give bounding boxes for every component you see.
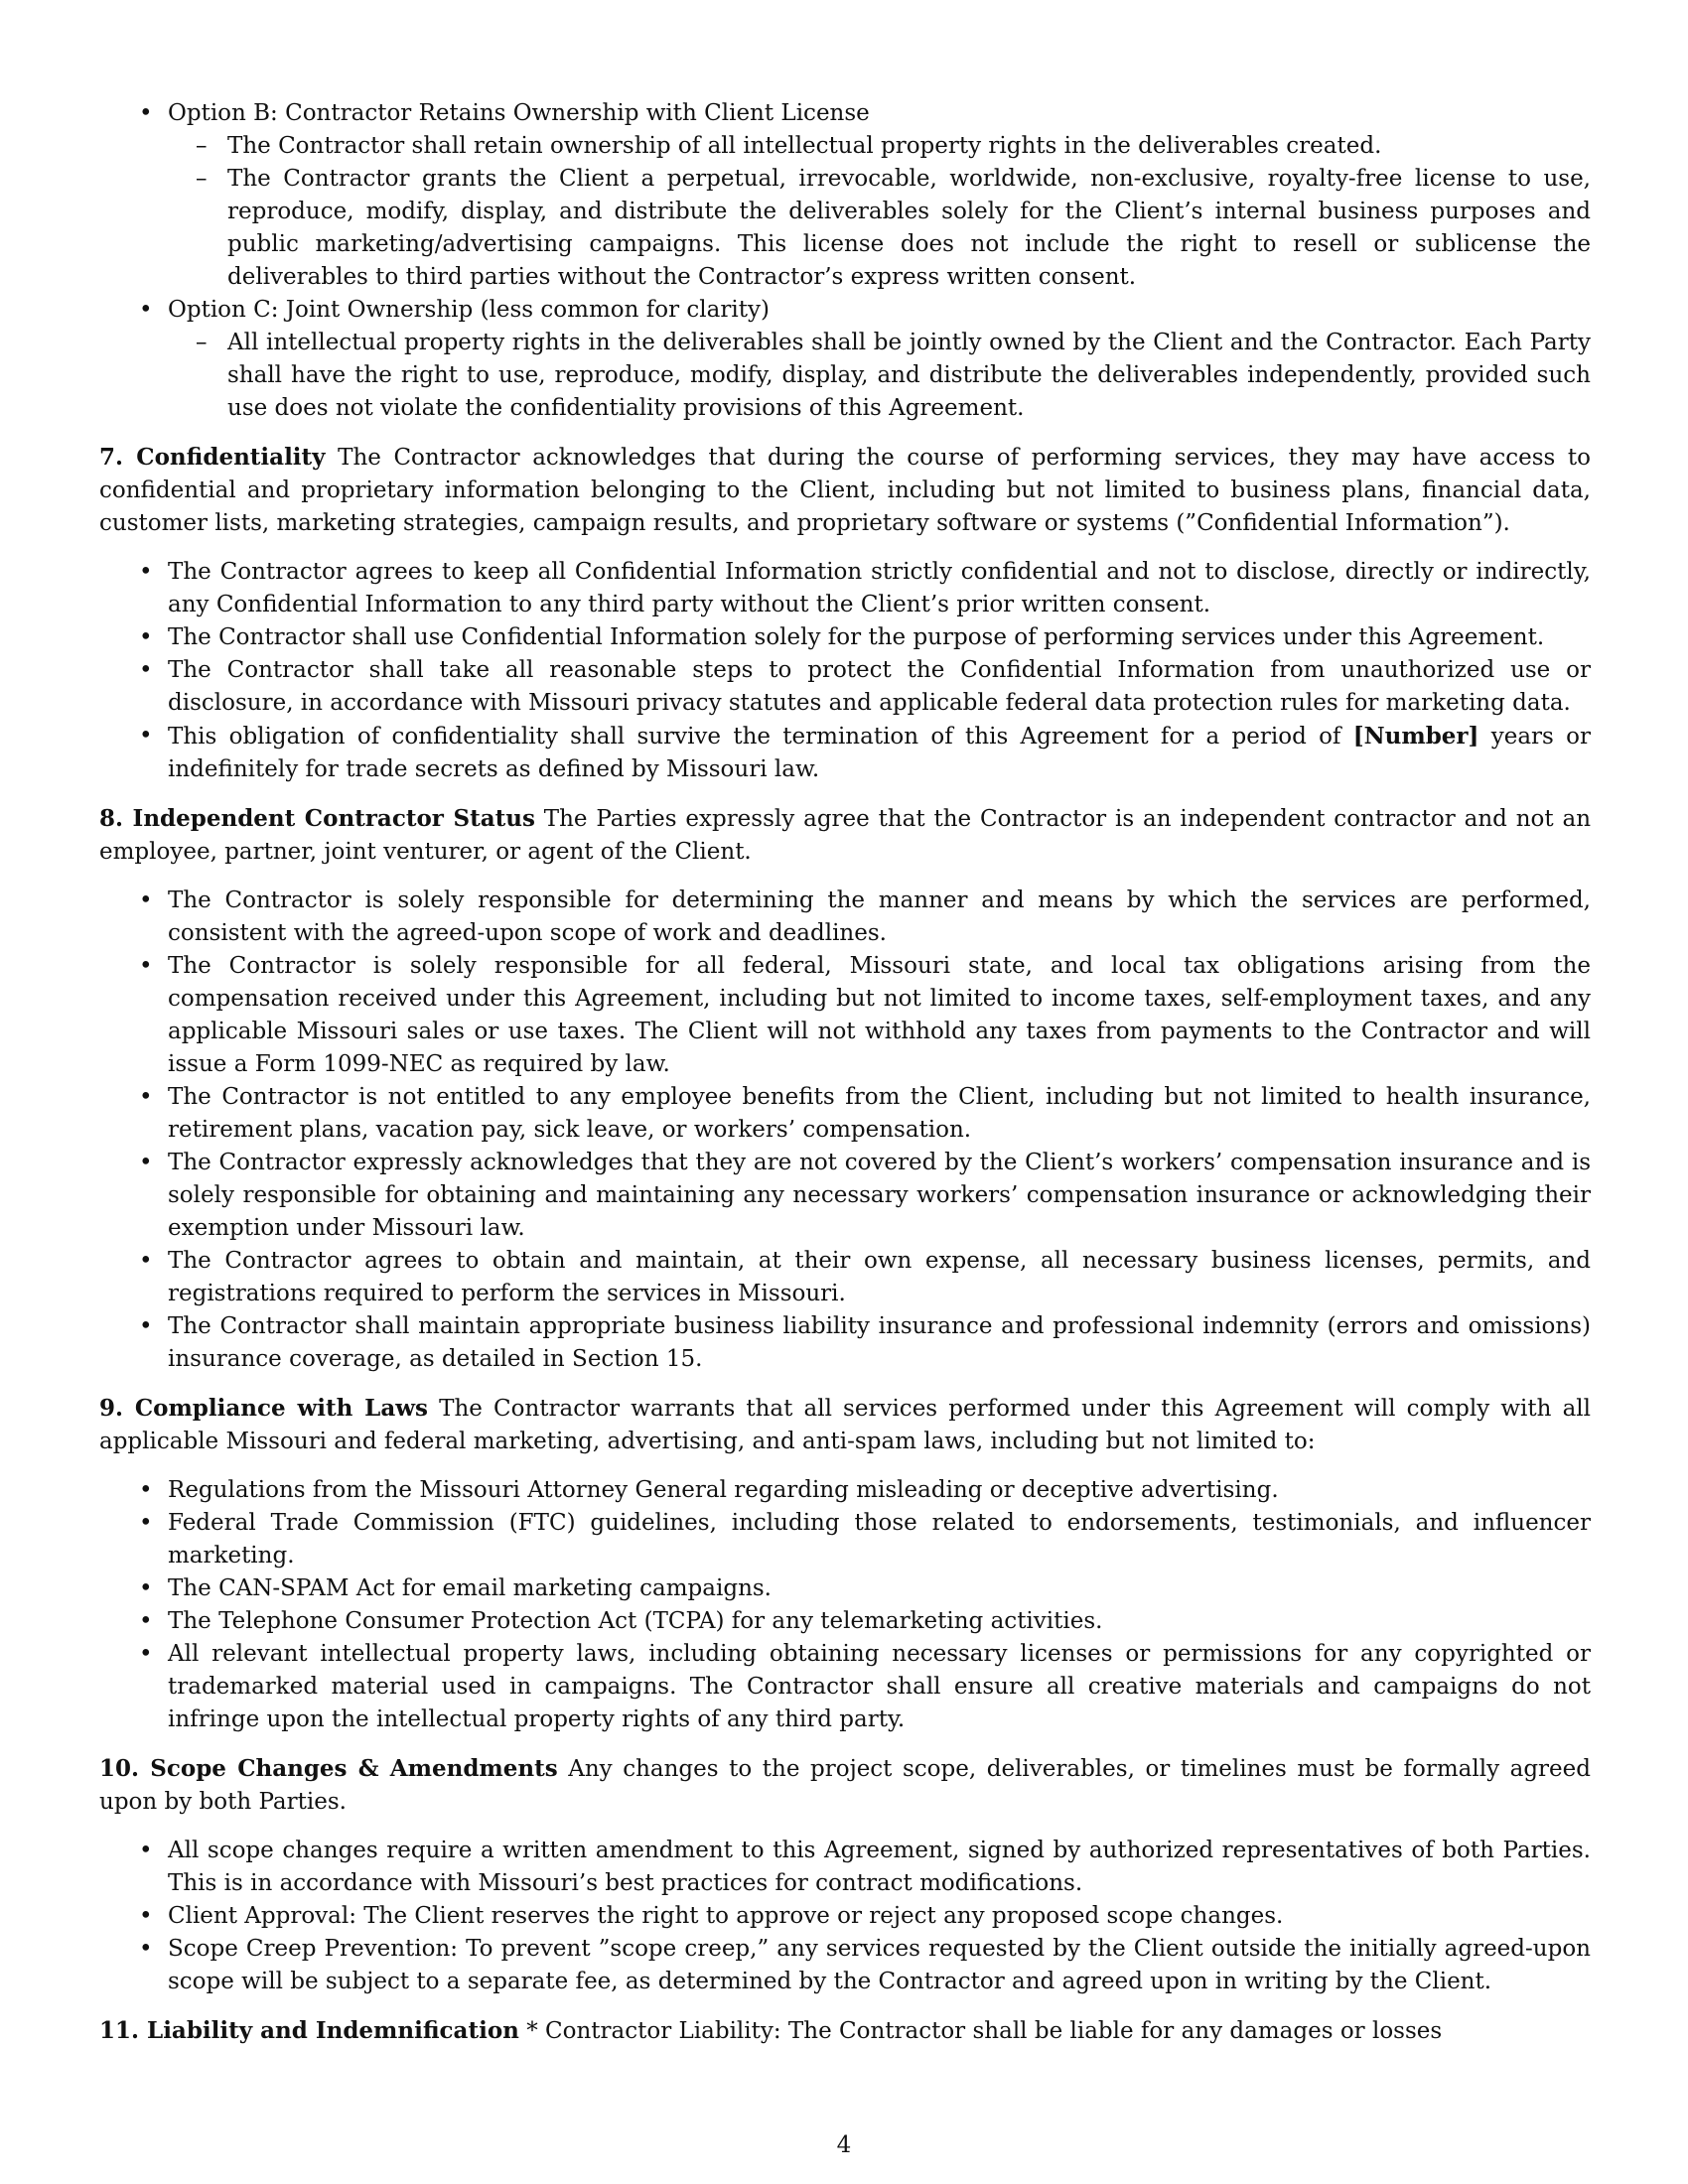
sub-list: [168, 130, 1591, 294]
list-item: • Regulations from the Missouri Attorney General regarding misleading or deceptive advertising.: [99, 1474, 1591, 1507]
section-7-paragraph: [99, 441, 1591, 540]
section-intro: The Parties expressly agree that the Contractor is an independent contractor and not an employee, partner, joint venturer, or agent of the Client.: [99, 806, 1592, 865]
list-item: • All scope changes require a written amendment to this Agreement, signed by authorized representatives of both Parties. This is in accordance with Missouri’s best practices for contract modifications.: [99, 1835, 1591, 1900]
section-heading: 9. Compliance with Laws: [99, 1395, 428, 1422]
option-b-title: Option B: Contractor Retains Ownership with Client License: [168, 100, 870, 126]
section-intro: The Contractor acknowledges that during the course of performing services, they may have access to confidential and proprietary information belonging to the Client, including but not limited to business plans, financial data, customer lists, marketing strategies, campaign results, and proprietary software or systems (”Confidential Information”).: [99, 445, 1591, 536]
placeholder-number: [Number]: [1352, 723, 1479, 750]
list-item: • The Contractor agrees to keep all Confidential Information strictly confidential and not to disclose, directly or indirectly, any Confidential Information to any third party without the Client’s prior written consent.: [99, 556, 1591, 621]
list-item: • Federal Trade Commission (FTC) guidelines, including those related to endorsements, testimonials, and influencer marketing.: [99, 1507, 1591, 1572]
list-item: • The Telephone Consumer Protection Act (TCPA) for any telemarketing activities.: [99, 1605, 1591, 1638]
ip-options-list: [99, 97, 1591, 425]
list-item: – The Contractor shall retain ownership of all intellectual property rights in the deliverables created.: [168, 130, 1591, 163]
section-heading: 7. Confidentiality: [99, 444, 326, 471]
section-heading: 8. Independent Contractor Status: [99, 805, 535, 832]
list-item: • The Contractor is solely responsible for determining the manner and means by which the services are performed, consistent with the agreed-upon scope of work and deadlines.: [99, 885, 1591, 950]
list-item: – All intellectual property rights in the deliverables shall be jointly owned by the Client and the Contractor. Each Party shall have the right to use, reproduce, modify, display, and distribute the deliverables independently, provided such use does not violate the confidentiality provisions of this Agreement.: [168, 327, 1591, 425]
list-item: – The Contractor grants the Client a perpetual, irrevocable, worldwide, non-exclusive, royalty-free license to use, reproduce, modify, display, and distribute the deliverables solely for the Client’s internal business purposes and public marketing/advertising campaigns. This license does not include the right to resell or sublicense the deliverables to third parties without the Contractor’s express written consent.: [168, 163, 1591, 294]
document-page: [99, 97, 1591, 2048]
section-9-paragraph: [99, 1392, 1591, 1458]
list-item: • The Contractor shall maintain appropriate business liability insurance and professional indemnity (errors and omissions) insurance coverage, as detailed in Section 15.: [99, 1310, 1591, 1376]
section-11-paragraph: [99, 2014, 1591, 2048]
section-8-paragraph: [99, 802, 1591, 869]
list-item: • The CAN-SPAM Act for email marketing campaigns.: [99, 1572, 1591, 1605]
list-item: • All relevant intellectual property laws, including obtaining necessary licenses or permissions for any copyrighted or trademarked material used in campaigns. The Contractor shall ensure all creative materials and campaigns do not infringe upon the intellectual property rights of any third party.: [99, 1638, 1591, 1736]
page-number: 4: [836, 2132, 852, 2158]
section-10-list: [99, 1835, 1591, 1998]
section-8-list: [99, 885, 1591, 1376]
section-intro: The Contractor warrants that all services performed under this Agreement will comply with all applicable Missouri and federal marketing, advertising, and anti-spam laws, including but not limited to:: [99, 1396, 1591, 1454]
list-item: [99, 720, 1591, 786]
section-heading: 10. Scope Changes & Amendments: [99, 1755, 558, 1782]
sub-list: [168, 327, 1591, 425]
section-intro: * Contractor Liability: The Contractor shall be liable for any damages or losses: [526, 2018, 1443, 2044]
section-10-paragraph: [99, 1752, 1591, 1819]
section-9-list: [99, 1474, 1591, 1736]
list-item: • The Contractor expressly acknowledges that they are not covered by the Client’s workers’ compensation insurance and is solely responsible for obtaining and maintaining any necessary workers’ compensation insurance or acknowledging their exemption under Missouri law.: [99, 1147, 1591, 1245]
list-item: • Scope Creep Prevention: To prevent ”scope creep,” any services requested by the Client outside the initially agreed-upon scope will be subject to a separate fee, as determined by the Contractor and agreed upon in writing by the Client.: [99, 1933, 1591, 1998]
list-item: • The Contractor shall use Confidential Information solely for the purpose of performing services under this Agreement.: [99, 621, 1591, 654]
list-text: This obligation of confidentiality shall survive the termination of this Agreement for a period of: [168, 724, 1353, 750]
section-intro: Any changes to the project scope, deliverables, or timelines must be formally agreed upon by both Parties.: [99, 1756, 1591, 1815]
list-item: • The Contractor is not entitled to any employee benefits from the Client, including but not limited to health insurance, retirement plans, vacation pay, sick leave, or workers’ compensation.: [99, 1081, 1591, 1147]
list-item: • The Contractor shall take all reasonable steps to protect the Confidential Information from unauthorized use or disclosure, in accordance with Missouri privacy statutes and applicable federal data protection rules for marketing data.: [99, 654, 1591, 720]
option-c-title: Option C: Joint Ownership (less common for clarity): [168, 297, 770, 323]
list-item: [99, 97, 1591, 294]
list-item: • The Contractor is solely responsible for all federal, Missouri state, and local tax obligations arising from the compensation received under this Agreement, including but not limited to income taxes, self-employment taxes, and any applicable Missouri sales or use taxes. The Client will not withhold any taxes from payments to the Contractor and will issue a Form 1099-NEC as required by law.: [99, 950, 1591, 1081]
list-item: [99, 294, 1591, 425]
section-7-list: [99, 556, 1591, 786]
section-heading: 11. Liability and Indemnification: [99, 2017, 519, 2044]
list-item: • The Contractor agrees to obtain and maintain, at their own expense, all necessary business licenses, permits, and registrations required to perform the services in Missouri.: [99, 1245, 1591, 1310]
list-item: • Client Approval: The Client reserves the right to approve or reject any proposed scope changes.: [99, 1900, 1591, 1933]
list-text: years or indefinitely for trade secrets as defined by Missouri law.: [168, 724, 1591, 782]
